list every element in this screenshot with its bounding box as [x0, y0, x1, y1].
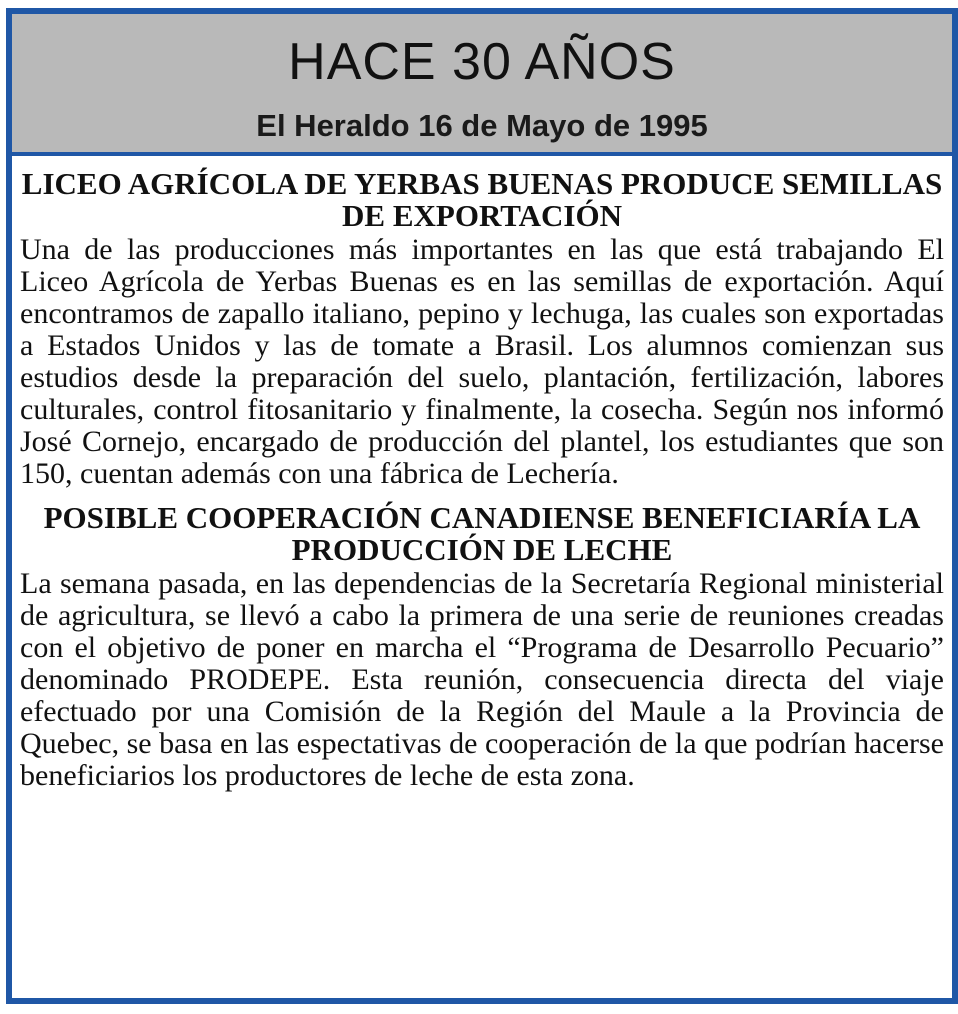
article-headline: LICEO AGRÍCOLA DE YERBAS BUENAS PRODUCE SEMILLAS DE EXPORTACIÓN [21, 166, 943, 233]
article-list [12, 156, 952, 792]
section-kicker: HACE 30 AÑOS [288, 33, 676, 91]
dateline: El Heraldo 16 de Mayo de 1995 [256, 108, 708, 143]
article-liceo [20, 164, 944, 490]
article-body: La semana pasada, en las dependencias de la Secretaría Regional ministerial de agricultura, se llevó a cabo la primera de una serie de reuniones creadas con el objetivo de poner en marcha el “Programa de Desarrollo Pecuario” denominado PRODEPE. Esta reunión, consecuencia directa del viaje efectuado por una Comisión de la Región del Maule a la Provincia de Quebec, se basa en las espectativas de cooperación de la que podrían hacerse beneficiarios los productores de leche de esta zona. [20, 567, 944, 792]
news-box [6, 8, 958, 1004]
article-divider [20, 490, 944, 498]
article-headline: POSIBLE COOPERACIÓN CANADIENSE BENEFICIARÍA LA PRODUCCIÓN DE LECHE [43, 500, 921, 567]
article-body: Una de las producciones más importantes en las que está trabajando El Liceo Agrícola de Yerbas Buenas es en las semillas de exportación. Aquí encontramos de zapallo italiano, pepino y lechuga, las cuales son exportadas a Estados Unidos y las de tomate a Brasil. Los alumnos comienzan sus estudios desde la preparación del suelo, plantación, fertilización, labores culturales, control fitosanitario y finalmente, la cosecha. Según nos informó José Cornejo, encargado de producción del plantel, los estudiantes que son 150, cuentan además con una fábrica de Lechería. [20, 233, 944, 490]
header-band [12, 14, 952, 156]
article-cooperacion [20, 498, 944, 792]
